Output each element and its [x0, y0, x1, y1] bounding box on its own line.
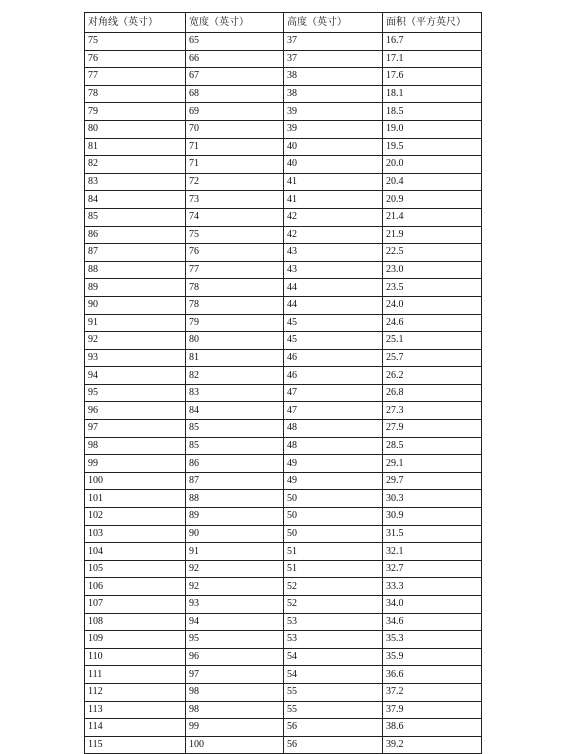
- header-diagonal: 对角线（英寸）: [85, 13, 186, 33]
- cell-width: 67: [186, 68, 284, 86]
- cell-diagonal: 113: [85, 701, 186, 719]
- cell-diagonal: 99: [85, 455, 186, 473]
- cell-area: 34.0: [383, 596, 482, 614]
- cell-area: 25.1: [383, 332, 482, 350]
- cell-width: 93: [186, 596, 284, 614]
- cell-diagonal: 104: [85, 543, 186, 561]
- cell-area: 18.1: [383, 85, 482, 103]
- table-row: [85, 332, 482, 350]
- cell-area: 34.6: [383, 613, 482, 631]
- cell-width: 96: [186, 648, 284, 666]
- cell-height: 45: [284, 314, 383, 332]
- cell-area: 25.7: [383, 349, 482, 367]
- cell-height: 56: [284, 719, 383, 737]
- cell-width: 87: [186, 472, 284, 490]
- cell-diagonal: 114: [85, 719, 186, 737]
- cell-area: 33.3: [383, 578, 482, 596]
- cell-area: 26.2: [383, 367, 482, 385]
- cell-diagonal: 94: [85, 367, 186, 385]
- cell-width: 79: [186, 314, 284, 332]
- cell-width: 83: [186, 384, 284, 402]
- cell-height: 43: [284, 244, 383, 262]
- table-row: [85, 736, 482, 754]
- cell-area: 28.5: [383, 437, 482, 455]
- cell-height: 49: [284, 455, 383, 473]
- table-row: [85, 384, 482, 402]
- cell-width: 75: [186, 226, 284, 244]
- cell-area: 20.0: [383, 156, 482, 174]
- cell-width: 78: [186, 279, 284, 297]
- table-row: [85, 191, 482, 209]
- cell-height: 37: [284, 33, 383, 51]
- cell-width: 92: [186, 578, 284, 596]
- cell-diagonal: 77: [85, 68, 186, 86]
- cell-width: 84: [186, 402, 284, 420]
- cell-diagonal: 91: [85, 314, 186, 332]
- cell-width: 85: [186, 437, 284, 455]
- table-row: [85, 719, 482, 737]
- cell-height: 44: [284, 296, 383, 314]
- cell-width: 92: [186, 560, 284, 578]
- cell-width: 97: [186, 666, 284, 684]
- cell-area: 24.6: [383, 314, 482, 332]
- cell-area: 30.3: [383, 490, 482, 508]
- cell-height: 37: [284, 50, 383, 68]
- screen-size-table: [84, 12, 482, 754]
- cell-area: 16.7: [383, 33, 482, 51]
- cell-area: 20.9: [383, 191, 482, 209]
- cell-diagonal: 88: [85, 261, 186, 279]
- table-row: [85, 508, 482, 526]
- table-row: [85, 261, 482, 279]
- cell-diagonal: 92: [85, 332, 186, 350]
- cell-diagonal: 110: [85, 648, 186, 666]
- table-row: [85, 455, 482, 473]
- table-row: [85, 156, 482, 174]
- cell-diagonal: 105: [85, 560, 186, 578]
- cell-width: 99: [186, 719, 284, 737]
- cell-area: 39.2: [383, 736, 482, 754]
- cell-area: 35.3: [383, 631, 482, 649]
- cell-area: 21.4: [383, 208, 482, 226]
- cell-diagonal: 93: [85, 349, 186, 367]
- cell-diagonal: 101: [85, 490, 186, 508]
- cell-diagonal: 76: [85, 50, 186, 68]
- cell-diagonal: 86: [85, 226, 186, 244]
- cell-diagonal: 96: [85, 402, 186, 420]
- cell-height: 46: [284, 367, 383, 385]
- cell-height: 50: [284, 490, 383, 508]
- cell-height: 40: [284, 138, 383, 156]
- cell-width: 94: [186, 613, 284, 631]
- cell-height: 49: [284, 472, 383, 490]
- cell-width: 88: [186, 490, 284, 508]
- cell-height: 44: [284, 279, 383, 297]
- table-row: [85, 666, 482, 684]
- cell-height: 48: [284, 437, 383, 455]
- table-row: [85, 701, 482, 719]
- cell-height: 45: [284, 332, 383, 350]
- table-row: [85, 103, 482, 121]
- cell-height: 46: [284, 349, 383, 367]
- cell-height: 55: [284, 683, 383, 701]
- cell-diagonal: 100: [85, 472, 186, 490]
- table-row: [85, 208, 482, 226]
- cell-area: 18.5: [383, 103, 482, 121]
- cell-diagonal: 84: [85, 191, 186, 209]
- cell-diagonal: 108: [85, 613, 186, 631]
- table-row: [85, 296, 482, 314]
- cell-diagonal: 112: [85, 683, 186, 701]
- cell-area: 32.7: [383, 560, 482, 578]
- cell-diagonal: 83: [85, 173, 186, 191]
- cell-height: 51: [284, 560, 383, 578]
- table-header-row: [85, 13, 482, 33]
- cell-width: 66: [186, 50, 284, 68]
- cell-width: 71: [186, 156, 284, 174]
- cell-width: 73: [186, 191, 284, 209]
- cell-width: 100: [186, 736, 284, 754]
- cell-area: 24.0: [383, 296, 482, 314]
- table-row: [85, 613, 482, 631]
- cell-width: 74: [186, 208, 284, 226]
- cell-area: 21.9: [383, 226, 482, 244]
- cell-width: 68: [186, 85, 284, 103]
- header-height: 高度（英寸）: [284, 13, 383, 33]
- table-row: [85, 631, 482, 649]
- cell-area: 32.1: [383, 543, 482, 561]
- cell-height: 41: [284, 191, 383, 209]
- cell-width: 71: [186, 138, 284, 156]
- header-width: 宽度（英寸）: [186, 13, 284, 33]
- cell-height: 52: [284, 578, 383, 596]
- cell-area: 23.0: [383, 261, 482, 279]
- cell-area: 27.3: [383, 402, 482, 420]
- cell-height: 50: [284, 508, 383, 526]
- cell-area: 19.0: [383, 120, 482, 138]
- cell-width: 80: [186, 332, 284, 350]
- table-row: [85, 402, 482, 420]
- table-row: [85, 596, 482, 614]
- cell-height: 53: [284, 631, 383, 649]
- cell-area: 26.8: [383, 384, 482, 402]
- table-row: [85, 420, 482, 438]
- table-row: [85, 578, 482, 596]
- cell-diagonal: 97: [85, 420, 186, 438]
- table-row: [85, 543, 482, 561]
- cell-area: 23.5: [383, 279, 482, 297]
- cell-height: 47: [284, 384, 383, 402]
- cell-height: 52: [284, 596, 383, 614]
- cell-area: 36.6: [383, 666, 482, 684]
- cell-area: 17.1: [383, 50, 482, 68]
- cell-width: 86: [186, 455, 284, 473]
- table-row: [85, 33, 482, 51]
- cell-diagonal: 85: [85, 208, 186, 226]
- cell-height: 42: [284, 226, 383, 244]
- header-area: 面积（平方英尺）: [383, 13, 482, 33]
- table-row: [85, 279, 482, 297]
- table-row: [85, 367, 482, 385]
- cell-width: 89: [186, 508, 284, 526]
- cell-diagonal: 78: [85, 85, 186, 103]
- table-row: [85, 314, 482, 332]
- table-row: [85, 683, 482, 701]
- cell-height: 47: [284, 402, 383, 420]
- cell-width: 78: [186, 296, 284, 314]
- cell-width: 82: [186, 367, 284, 385]
- cell-diagonal: 115: [85, 736, 186, 754]
- cell-diagonal: 89: [85, 279, 186, 297]
- cell-area: 31.5: [383, 525, 482, 543]
- cell-width: 65: [186, 33, 284, 51]
- table-row: [85, 349, 482, 367]
- cell-width: 90: [186, 525, 284, 543]
- table-row: [85, 50, 482, 68]
- cell-height: 54: [284, 648, 383, 666]
- cell-height: 51: [284, 543, 383, 561]
- cell-height: 48: [284, 420, 383, 438]
- cell-width: 98: [186, 683, 284, 701]
- table-row: [85, 490, 482, 508]
- table-row: [85, 472, 482, 490]
- cell-height: 56: [284, 736, 383, 754]
- cell-height: 50: [284, 525, 383, 543]
- cell-diagonal: 111: [85, 666, 186, 684]
- cell-area: 37.9: [383, 701, 482, 719]
- table-row: [85, 85, 482, 103]
- cell-area: 38.6: [383, 719, 482, 737]
- cell-diagonal: 109: [85, 631, 186, 649]
- cell-area: 20.4: [383, 173, 482, 191]
- cell-diagonal: 107: [85, 596, 186, 614]
- table-row: [85, 173, 482, 191]
- cell-width: 70: [186, 120, 284, 138]
- cell-diagonal: 87: [85, 244, 186, 262]
- cell-height: 53: [284, 613, 383, 631]
- table-row: [85, 648, 482, 666]
- cell-diagonal: 102: [85, 508, 186, 526]
- cell-height: 43: [284, 261, 383, 279]
- cell-diagonal: 90: [85, 296, 186, 314]
- cell-width: 69: [186, 103, 284, 121]
- cell-width: 98: [186, 701, 284, 719]
- cell-diagonal: 103: [85, 525, 186, 543]
- table-row: [85, 120, 482, 138]
- cell-area: 27.9: [383, 420, 482, 438]
- cell-diagonal: 95: [85, 384, 186, 402]
- cell-width: 91: [186, 543, 284, 561]
- table-row: [85, 244, 482, 262]
- cell-area: 19.5: [383, 138, 482, 156]
- cell-diagonal: 82: [85, 156, 186, 174]
- cell-area: 29.1: [383, 455, 482, 473]
- table-row: [85, 68, 482, 86]
- cell-area: 17.6: [383, 68, 482, 86]
- cell-area: 29.7: [383, 472, 482, 490]
- table-row: [85, 138, 482, 156]
- cell-area: 30.9: [383, 508, 482, 526]
- cell-height: 38: [284, 85, 383, 103]
- cell-area: 37.2: [383, 683, 482, 701]
- cell-height: 41: [284, 173, 383, 191]
- cell-width: 85: [186, 420, 284, 438]
- cell-diagonal: 106: [85, 578, 186, 596]
- cell-width: 76: [186, 244, 284, 262]
- cell-area: 22.5: [383, 244, 482, 262]
- cell-width: 77: [186, 261, 284, 279]
- cell-width: 95: [186, 631, 284, 649]
- cell-width: 72: [186, 173, 284, 191]
- table-row: [85, 560, 482, 578]
- cell-diagonal: 75: [85, 33, 186, 51]
- cell-height: 39: [284, 103, 383, 121]
- cell-diagonal: 81: [85, 138, 186, 156]
- cell-height: 38: [284, 68, 383, 86]
- cell-height: 55: [284, 701, 383, 719]
- cell-width: 81: [186, 349, 284, 367]
- cell-height: 39: [284, 120, 383, 138]
- table-body: [85, 33, 482, 754]
- cell-height: 40: [284, 156, 383, 174]
- table-row: [85, 226, 482, 244]
- cell-area: 35.9: [383, 648, 482, 666]
- cell-height: 42: [284, 208, 383, 226]
- cell-height: 54: [284, 666, 383, 684]
- table-row: [85, 525, 482, 543]
- cell-diagonal: 80: [85, 120, 186, 138]
- table-row: [85, 437, 482, 455]
- cell-diagonal: 79: [85, 103, 186, 121]
- cell-diagonal: 98: [85, 437, 186, 455]
